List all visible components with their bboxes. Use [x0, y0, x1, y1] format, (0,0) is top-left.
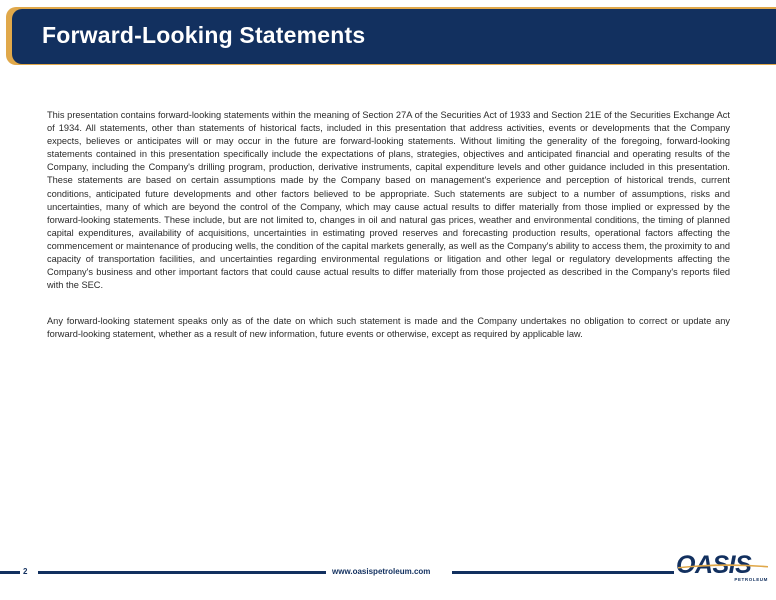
slide-body [47, 109, 730, 365]
logo-subtitle: PETROLEUM [734, 577, 768, 582]
footer-rule-left [0, 571, 20, 574]
title-bar [12, 9, 776, 64]
footer-rule-right [452, 571, 674, 574]
page-number: 2 [23, 567, 28, 576]
slide-title: Forward-Looking Statements [42, 22, 366, 48]
footer-url: www.oasispetroleum.com [332, 567, 431, 576]
oasis-petroleum-logo [676, 552, 772, 588]
logo-wordmark: OASIS [676, 551, 752, 579]
paragraph-no-obligation: Any forward-looking statement speaks only as of the date on which such statement is made and the Company undertakes no obligation to correct or update any forward-looking statement, whether as a result of new information, future events or otherwise, except as required by applicable law. [47, 316, 730, 340]
paragraph-forward-looking: This presentation contains forward-looking statements within the meaning of Section 27A of the Securities Act of 1933 and Section 21E of the Securities Exchange Act of 1934. All statements, other than statements of historical facts, included in this presentation that address activities, events or developments that the Company expects, believes or anticipates will or may occur in the future are forward-looking statements. Without limiting the generality of the foregoing, forward-looking statements contained in this presentation specifically include the expectations of plans, strategies, objectives and anticipated financial and operating results of the Company, including the Company's drilling program, production, derivative instruments, capital expenditure levels and other guidance included in this presentation. These statements are based on certain assumptions made by the Company based on management's experience and perception of historical trends, current conditions, anticipated future developments and other factors believed to be appropriate. Such statements are subject to a number of assumptions, risks and uncertainties, many of which are beyond the control of the Company, which may cause actual results to differ materially from those implied or expressed by the forward-looking statements. These include, but are not limited to, changes in oil and natural gas prices, weather and environmental conditions, the timing of planned capital expenditures, availability of acquisitions, uncertainties in estimating proved reserves and forecasting production results, operational factors affecting the commencement or maintenance of producing wells, the condition of the capital markets generally, as well as the Company's ability to access them, the proximity to and capacity of transportation facilities, and uncertainties regarding environmental regulations or litigation and other legal or regulatory developments affecting the Company's business and other important factors that could cause actual results to differ materially from those projected as described in the Company's reports filed with the SEC. [47, 110, 730, 291]
footer-rule-middle [38, 571, 326, 574]
logo-swoosh-icon [678, 563, 768, 569]
